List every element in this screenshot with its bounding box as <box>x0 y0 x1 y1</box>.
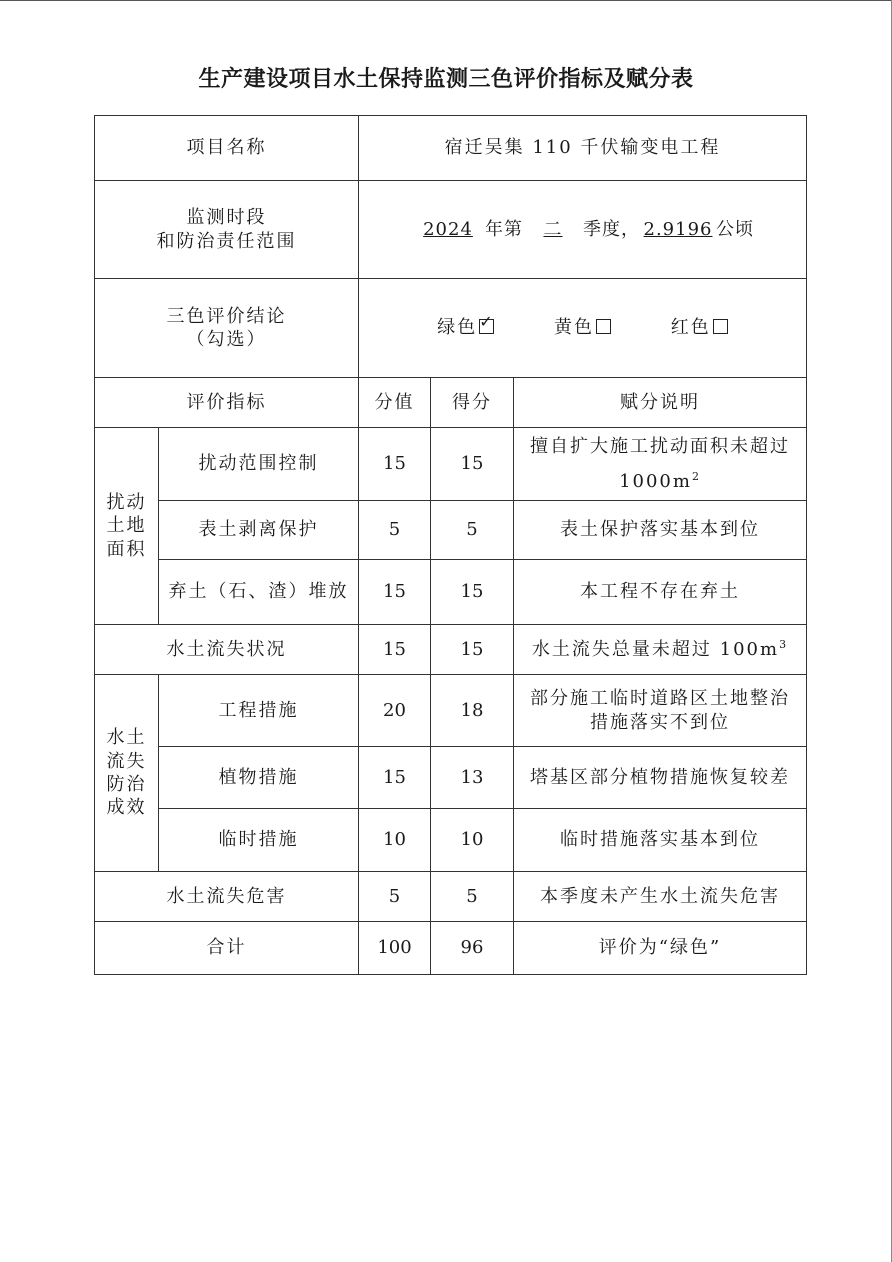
explanation-value: 1000m <box>619 470 692 492</box>
total-score: 96 <box>431 922 514 975</box>
indicator-name: 弃土（石、渣）堆放 <box>159 560 359 625</box>
indicator-name: 水土流失危害 <box>95 872 359 922</box>
explanation-line1: 部分施工临时道路区土地整治 <box>530 688 790 710</box>
checkbox-yellow[interactable] <box>596 319 611 334</box>
max-score: 5 <box>359 872 431 922</box>
score: 15 <box>431 560 514 625</box>
period-label <box>95 181 359 279</box>
group-prevention-line1: 水土 <box>106 727 147 749</box>
conclusion-label-line2: （勾选） <box>186 329 267 350</box>
indicator-name: 植物措施 <box>159 747 359 809</box>
score: 13 <box>431 747 514 809</box>
table-row <box>95 560 807 625</box>
option-green[interactable] <box>437 312 495 339</box>
score: 5 <box>431 501 514 560</box>
header-max-score: 分值 <box>359 378 431 428</box>
total-label: 合计 <box>95 922 359 975</box>
evaluation-table <box>94 115 807 975</box>
option-yellow-label: 黄色 <box>554 317 594 339</box>
score: 15 <box>431 428 514 501</box>
group-disturbance-line3: 面积 <box>106 538 147 560</box>
group-disturbance-line1: 扰动 <box>106 491 147 513</box>
checkbox-red[interactable] <box>713 319 728 334</box>
max-score: 15 <box>359 625 431 675</box>
explanation-line2 <box>514 462 806 497</box>
explanation: 本季度未产生水土流失危害 <box>514 872 807 922</box>
conclusion-options <box>359 279 807 378</box>
explanation: 表土保护落实基本到位 <box>514 501 807 560</box>
check-mark-icon: ✓ <box>479 312 495 332</box>
header-row <box>95 378 807 428</box>
table-row <box>95 747 807 809</box>
max-score: 15 <box>359 560 431 625</box>
indicator-name: 水土流失状况 <box>95 625 359 675</box>
max-score: 5 <box>359 501 431 560</box>
max-score: 15 <box>359 428 431 501</box>
period-area-unit: 公顷 <box>716 218 754 240</box>
option-red[interactable] <box>671 316 728 339</box>
explanation-superscript: 2 <box>691 469 701 483</box>
indicator-name: 扰动范围控制 <box>159 428 359 501</box>
table-row <box>95 428 807 501</box>
explanation-text: 水土流失总量未超过 100m <box>531 638 780 660</box>
conclusion-label-line1: 三色评价结论 <box>166 305 287 327</box>
explanation: 临时措施落实基本到位 <box>514 809 807 872</box>
group-prevention-line2: 流失 <box>106 750 147 772</box>
total-max-score: 100 <box>359 922 431 975</box>
explanation-line1: 擅自扩大施工扰动面积未超过 <box>530 435 790 457</box>
explanation-superscript: 3 <box>779 637 789 651</box>
indicator-name: 表土剥离保护 <box>159 501 359 560</box>
score: 18 <box>431 675 514 747</box>
group-prevention-line4: 成效 <box>106 797 147 819</box>
explanation <box>514 675 807 747</box>
conclusion-label <box>95 279 359 378</box>
indicator-name: 临时措施 <box>159 809 359 872</box>
max-score: 10 <box>359 809 431 872</box>
period-label-line2: 和防治责任范围 <box>156 230 297 252</box>
group-disturbance-area <box>95 428 159 625</box>
group-disturbance-line2: 土地 <box>106 515 147 537</box>
period-year-suffix: 年第 <box>485 218 523 240</box>
project-name-label: 项目名称 <box>95 116 359 181</box>
period-quarter-suffix: 季度， <box>583 218 640 240</box>
period-label-line1: 监测时段 <box>186 207 267 229</box>
explanation <box>514 625 807 675</box>
period-quarter: 二 <box>543 218 563 240</box>
score: 5 <box>431 872 514 922</box>
total-row <box>95 922 807 975</box>
group-prevention-line3: 防治 <box>106 774 147 795</box>
option-yellow[interactable] <box>554 316 611 339</box>
explanation <box>514 428 807 501</box>
option-red-label: 红色 <box>670 317 711 339</box>
table-row <box>95 625 807 675</box>
table-row <box>95 809 807 872</box>
total-explanation: 评价为“绿色” <box>514 922 807 975</box>
header-explanation: 赋分说明 <box>514 378 807 428</box>
period-value <box>359 181 807 279</box>
header-indicator: 评价指标 <box>95 378 359 428</box>
explanation: 本工程不存在弃土 <box>514 560 807 625</box>
period-year: 2024 <box>423 218 473 240</box>
explanation-line2: 措施落实不到位 <box>590 711 730 733</box>
table-row <box>95 872 807 922</box>
project-name-value: 宿迁吴集 110 千伏输变电工程 <box>359 116 807 181</box>
header-score: 得分 <box>431 378 514 428</box>
score: 10 <box>431 809 514 872</box>
table-row <box>95 675 807 747</box>
table-row <box>95 501 807 560</box>
option-green-label: 绿色 <box>437 317 478 339</box>
page-top-border <box>0 0 892 1</box>
period-row <box>95 181 807 279</box>
conclusion-row <box>95 279 807 378</box>
checkbox-green-checked[interactable] <box>479 312 495 334</box>
indicator-name: 工程措施 <box>159 675 359 747</box>
explanation: 塔基区部分植物措施恢复较差 <box>514 747 807 809</box>
max-score: 15 <box>359 747 431 809</box>
project-row <box>95 116 807 181</box>
page-title: 生产建设项目水土保持监测三色评价指标及赋分表 <box>198 67 694 92</box>
group-prevention-effect <box>95 675 159 872</box>
period-area: 2.9196 <box>643 218 713 240</box>
score: 15 <box>431 625 514 675</box>
max-score: 20 <box>359 675 431 747</box>
